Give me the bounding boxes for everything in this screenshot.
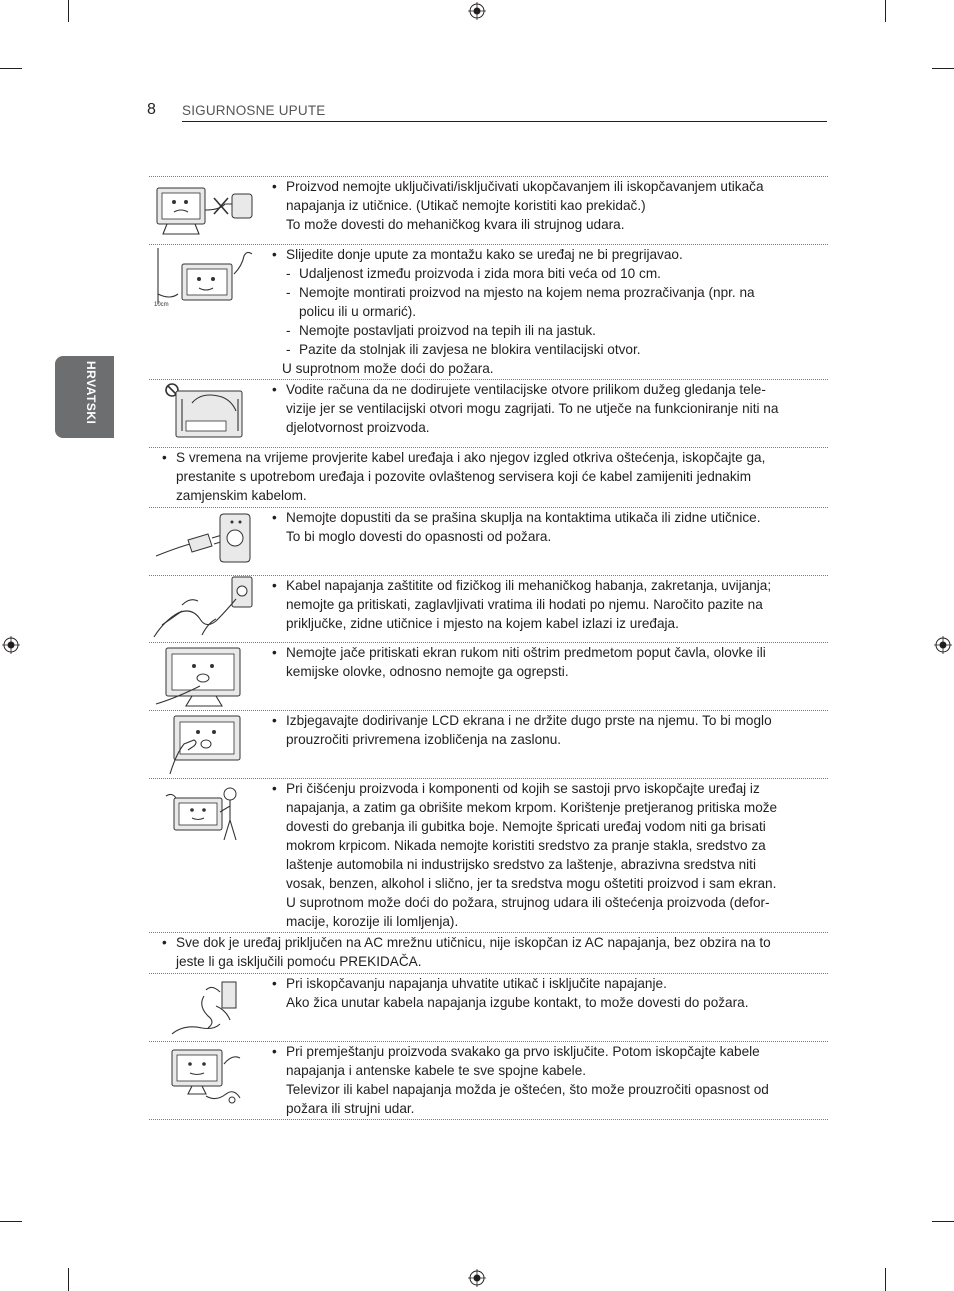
- language-label: HRVATSKI: [84, 361, 98, 425]
- dash-line: - Nemojte postavljati proizvod na tepih ili na jastuk.: [272, 321, 832, 340]
- registration-mark-icon: [934, 636, 952, 654]
- text-line: zamjenskim kabelom.: [176, 488, 307, 503]
- crop-mark: [885, 0, 886, 22]
- header-rule: [182, 121, 827, 122]
- page-number: 8: [147, 101, 156, 118]
- safety-item: [162, 448, 832, 505]
- bullet-line: • Izbjegavajte dodirivanje LCD ekrana i ne držite dugo prste na njemu. To bi moglo: [272, 711, 832, 730]
- moving-tv-illustration: [152, 1044, 260, 1110]
- bullet-line: • Proizvod nemojte uključivati/isključivati ukopčavanjem ili iskopčavanjem utikača: [272, 177, 832, 196]
- safety-item: [162, 933, 832, 971]
- dash-line: - Udaljenost između proizvoda i zida mora biti veća od 10 cm.: [272, 264, 832, 283]
- wall-mount-distance-illustration: [152, 246, 260, 308]
- language-side-tab: [55, 356, 114, 438]
- bullet-line: • Nemojte dopustiti da se prašina skuplja na kontaktima utikača ili zidne utičnice.: [272, 508, 832, 527]
- text-line: Ako žica unutar kabela napajanja izgube kontakt, to može dovesti do požara.: [286, 995, 749, 1010]
- safety-item: [272, 380, 832, 437]
- text-line: napajanja iz utičnice. (Utikač nemojte koristiti kao prekidač.): [286, 198, 646, 213]
- screen-press-illustration: [152, 644, 260, 708]
- text-line: U suprotnom može doći do požara, strujnog udara ili oštećenja proizvoda (defor-: [286, 895, 770, 910]
- row-separator: [149, 1119, 828, 1120]
- crop-mark: [68, 0, 69, 22]
- unplug-by-plug-illustration: [152, 976, 260, 1038]
- bullet-line: • Vodite računa da ne dodirujete ventilacijske otvore prilikom dužeg gledanja tele-: [272, 380, 832, 399]
- text-line: To bi moglo dovesti do opasnosti od požara.: [286, 529, 552, 544]
- text-line: jeste li ga isključili pomoću PREKIDAČA.: [176, 954, 422, 969]
- bullet-line: • Sve dok je uređaj priključen na AC mrežnu utičnicu, nije iskopčan iz AC napajanja, bez obzira na to: [162, 933, 832, 952]
- text-line: policu ili u ormarić).: [299, 304, 417, 319]
- bullet-line: • Slijedite donje upute za montažu kako se uređaj ne bi pregrijavao.: [272, 245, 832, 264]
- text-line: prouzročiti privremena izobličenja na zaslonu.: [286, 732, 562, 747]
- text-line: požara ili strujni udar.: [286, 1101, 415, 1116]
- lcd-touch-illustration: [152, 712, 260, 776]
- safety-item: [272, 1042, 832, 1118]
- text-line: priključke, zidne utičnice i mjesto na kojem kabel izlazi iz uređaja.: [286, 616, 679, 631]
- text-line: To može dovesti do mehaničkog kvara ili strujnog udara.: [286, 217, 625, 232]
- safety-item: [272, 643, 832, 681]
- safety-item: [272, 711, 832, 749]
- cable-protection-illustration: [152, 575, 260, 641]
- text-line: napajanja i antenske kabele te sve spojne kabele.: [286, 1063, 587, 1078]
- crop-mark: [932, 1221, 954, 1222]
- text-line: prestanite s upotrebom uređaja i pozovite ovlaštenog servisera koji će kabel zamijeniti jednakim: [176, 469, 752, 484]
- crop-mark: [0, 1221, 22, 1222]
- crop-mark: [0, 68, 22, 69]
- text-line: nemojte ga pritiskati, zaglavljivati vratima ili hodati po njemu. Naročito pazite na: [286, 597, 763, 612]
- crop-mark: [885, 1268, 886, 1291]
- dash-line: - Nemojte montirati proizvod na mjesto na kojem nema prozračivanja (npr. na: [272, 283, 832, 302]
- dash-line: - Pazite da stolnjak ili zavjesa ne blokira ventilacijski otvor.: [272, 340, 832, 359]
- text-line: macije, korozije ili lomljenja).: [286, 914, 459, 929]
- safety-item: [272, 508, 832, 546]
- text-line: laštenje automobila ni industrijsko sredstvo za laštenje, abrazivna sredstva niti: [286, 857, 756, 872]
- text-line: vosak, benzen, alkohol i slično, jer ta sredstva mogu oštetiti proizvod i sam ekran.: [286, 876, 777, 891]
- text-line: U suprotnom može doći do požara.: [282, 361, 494, 376]
- text-line: djelotvornost proizvoda.: [286, 420, 430, 435]
- registration-mark-icon: [468, 1269, 486, 1287]
- bullet-line: • Pri iskopčavanju napajanja uhvatite utikač i isključite napajanje.: [272, 974, 832, 993]
- crop-mark: [68, 1268, 69, 1291]
- text-line: vizije jer se ventilacijski otvori mogu zagrijati. To ne utječe na funkcioniranje niti na: [286, 401, 779, 416]
- registration-mark-icon: [2, 636, 20, 654]
- bullet-line: • Nemojte jače pritiskati ekran rukom niti oštrim predmetom poput čavla, olovke ili: [272, 643, 832, 662]
- dusty-plug-illustration: [152, 510, 260, 572]
- text-line: mokrom krpicom. Nikada nemojte koristiti sredstvo za pranje stakla, sredstvo za: [286, 838, 766, 853]
- bullet-line: • Pri čišćenju proizvoda i komponenti od kojih se sastoji prvo iskopčajte uređaj iz: [272, 779, 832, 798]
- safety-item: [272, 177, 832, 234]
- bullet-line: • Kabel napajanja zaštitite od fizičkog ili mehaničkog habanja, zakretanja, uvijanja;: [272, 576, 832, 595]
- bullet-line: • S vremena na vrijeme provjerite kabel uređaja i ako njegov izgled otkriva oštećenja, iskopčajte ga,: [162, 448, 832, 467]
- cleaning-illustration: [152, 782, 260, 846]
- text-line: Televizor ili kabel napajanja možda je oštećen, što može prouzročiti opasnost od: [286, 1082, 769, 1097]
- safety-item: [272, 576, 832, 633]
- safety-item: [272, 245, 832, 378]
- bullet-line: • Pri premještanju proizvoda svakako ga prvo isključite. Potom iskopčajte kabele: [272, 1042, 832, 1061]
- ventilation-no-touch-illustration: [152, 381, 260, 443]
- section-title: SIGURNOSNE UPUTE: [182, 103, 326, 118]
- safety-item: [272, 974, 832, 1012]
- tv-plug-switch-illustration: [152, 180, 260, 240]
- text-line: kemijske olovke, odnosno nemojte ga ogrepsti.: [286, 664, 569, 679]
- text-line: napajanja, a zatim ga obrišite mekom krpom. Korištenje pretjeranog pritiska može: [286, 800, 778, 815]
- registration-mark-icon: [468, 2, 486, 20]
- distance-label: 10cm: [154, 302, 169, 308]
- crop-mark: [932, 68, 954, 69]
- text-line: dovesti do grebanja ili gubitka boje. Nemojte špricati uređaj vodom niti ga brisati: [286, 819, 766, 834]
- safety-item: [272, 779, 832, 931]
